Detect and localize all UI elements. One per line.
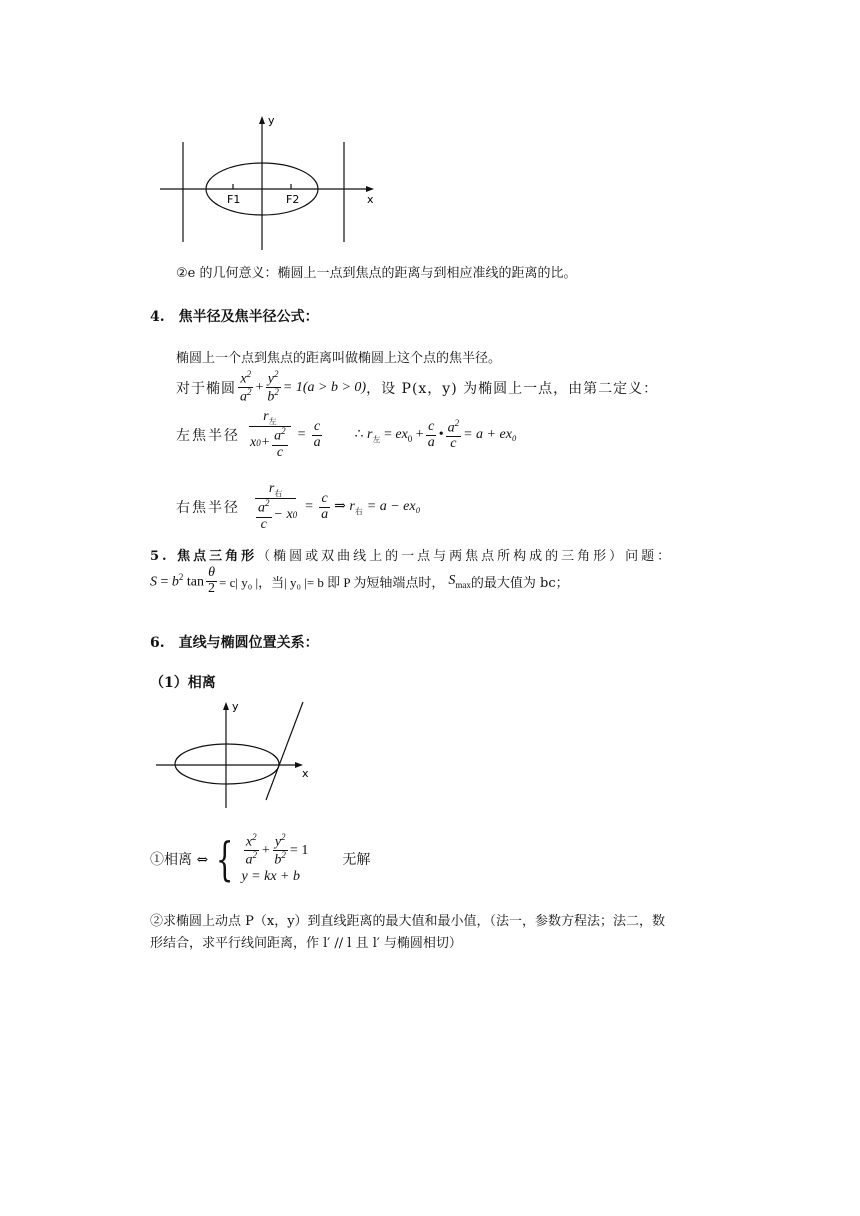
r-right-sub: 右 bbox=[274, 488, 283, 498]
y-axis-label: y bbox=[232, 700, 239, 713]
y2-over-b2: $\frac{y^2}{b^2}$ bbox=[267, 369, 279, 405]
x2-over-a2: $\frac{x^2}{a^2}$ bbox=[240, 369, 252, 405]
r-left-fraction: $r_左$ x 0 + $\frac{a^2}{c}$ bbox=[248, 410, 292, 460]
separate-system: ①相离 ⇔ { $\frac{x^2}{a^2}$ + $\frac{y^2}{b^2}$ = 1 y = kx + b 无解 bbox=[150, 831, 371, 886]
item2-line2: 形结合，求平行线间距离，作 l′ // l 且 l′ 与椭圆相切） bbox=[150, 936, 462, 951]
section6-title: 6. 直线与椭圆位置关系： bbox=[150, 635, 319, 651]
a2-over-c: $\frac{a^2}{c}$ bbox=[447, 417, 460, 451]
case1-label: （1）相离 bbox=[150, 675, 216, 691]
ellipse bbox=[175, 744, 279, 784]
y-axis-arrow bbox=[223, 702, 229, 710]
focal-triangle-formula: $S = b^2$ tan $\frac{\theta}{2}$ = c| y₀ |，当| y₀ |= b 即 P 为短轴端点时， $S_{max}$ 的最大值为 bc； bbox=[150, 565, 569, 596]
left-focal-radius-formula: 左焦半径 $r_左$ x 0 + $\frac{a^2}{c}$ = $\frac{c}{a}$ ∴ $r_左 = ex_0$ + $\frac{c}{a}$ • $\frac{a^2}{c}$ = a + ex₀ bbox=[176, 409, 517, 460]
no-solution: 无解 bbox=[342, 851, 371, 868]
separate-line bbox=[266, 702, 303, 800]
let-p-text: ，设 P(x，y) 为椭圆上一点，由第二定义： bbox=[366, 380, 659, 397]
c-over-a: $\frac{c}{a}$ bbox=[313, 418, 321, 450]
right-label: 右焦半径 bbox=[176, 500, 240, 517]
ellipse-condition: = 1(a > b > 0) bbox=[282, 379, 367, 395]
section5-title bbox=[150, 545, 673, 564]
e-meaning-text: ②e 的几何意义：椭圆上一点到焦点的距离与到相应准线的距离的比。 bbox=[176, 266, 577, 281]
y-axis-arrow bbox=[259, 116, 265, 124]
x-axis-arrow bbox=[366, 186, 374, 192]
right-result: = a − ex₀ bbox=[366, 499, 421, 515]
separate-label: ①相离 ⇔ bbox=[150, 851, 209, 868]
r-right-sub-2: 右 bbox=[354, 506, 363, 516]
focal-radius-definition: 椭圆上一个点到焦点的距离叫做椭圆上这个点的焦半径。 bbox=[176, 351, 502, 366]
for-ellipse-label: 对于椭圆 bbox=[176, 380, 236, 397]
focus2-label: F2 bbox=[286, 193, 300, 206]
x-axis-label: x bbox=[302, 767, 309, 780]
section5-title-prefix: 5. 焦点三角形 bbox=[150, 549, 258, 564]
left-label: 左焦半径 bbox=[176, 428, 240, 445]
r-left-sub-2: 左 bbox=[372, 434, 381, 444]
section4-title: 4. 焦半径及焦半径公式： bbox=[150, 309, 319, 325]
line-ellipse-separate-figure bbox=[150, 696, 320, 816]
smax-tail: 的最大值为 bc； bbox=[470, 575, 569, 591]
c-over-a-2: $\frac{c}{a}$ bbox=[427, 418, 435, 450]
left-result: = a + ex₀ bbox=[463, 427, 517, 443]
right-focal-radius-formula: 右焦半径 $r_右$ $\frac{a^2}{c}$ − x 0 = $\frac{c}{a}$ ⇒ $r_右$ = a − ex₀ bbox=[176, 481, 421, 532]
formula-tail: = c| y₀ |，当| y₀ |= b 即 P 为短轴端点时， bbox=[219, 574, 445, 590]
focus1-label: F1 bbox=[227, 193, 241, 206]
ellipse-foci-figure bbox=[150, 110, 390, 255]
r-left-sub: 左 bbox=[268, 416, 277, 426]
x-axis-label: x bbox=[367, 193, 374, 206]
c-over-a-3: $\frac{c}{a}$ bbox=[321, 490, 329, 522]
r-right-fraction: $r_右$ $\frac{a^2}{c}$ − x 0 bbox=[252, 482, 299, 532]
ellipse-equation-line: 对于椭圆 $\frac{x^2}{a^2}$ + $\frac{y^2}{b^2}$ = 1(a > b > 0) ，设 P(x，y) 为椭圆上一点，由第二定义： bbox=[176, 369, 659, 405]
item2-line1: ②求椭圆上动点 P（x，y）到直线距离的最大值和最小值，（法一，参数方程法；法二，数 bbox=[150, 914, 666, 929]
section5-title-rest: （椭圆或双曲线上的一点与两焦点所构成的三角形）问题： bbox=[257, 549, 674, 564]
theta-over-2: $\frac{\theta}{2}$ bbox=[208, 565, 216, 596]
y-axis-label: y bbox=[268, 114, 275, 127]
